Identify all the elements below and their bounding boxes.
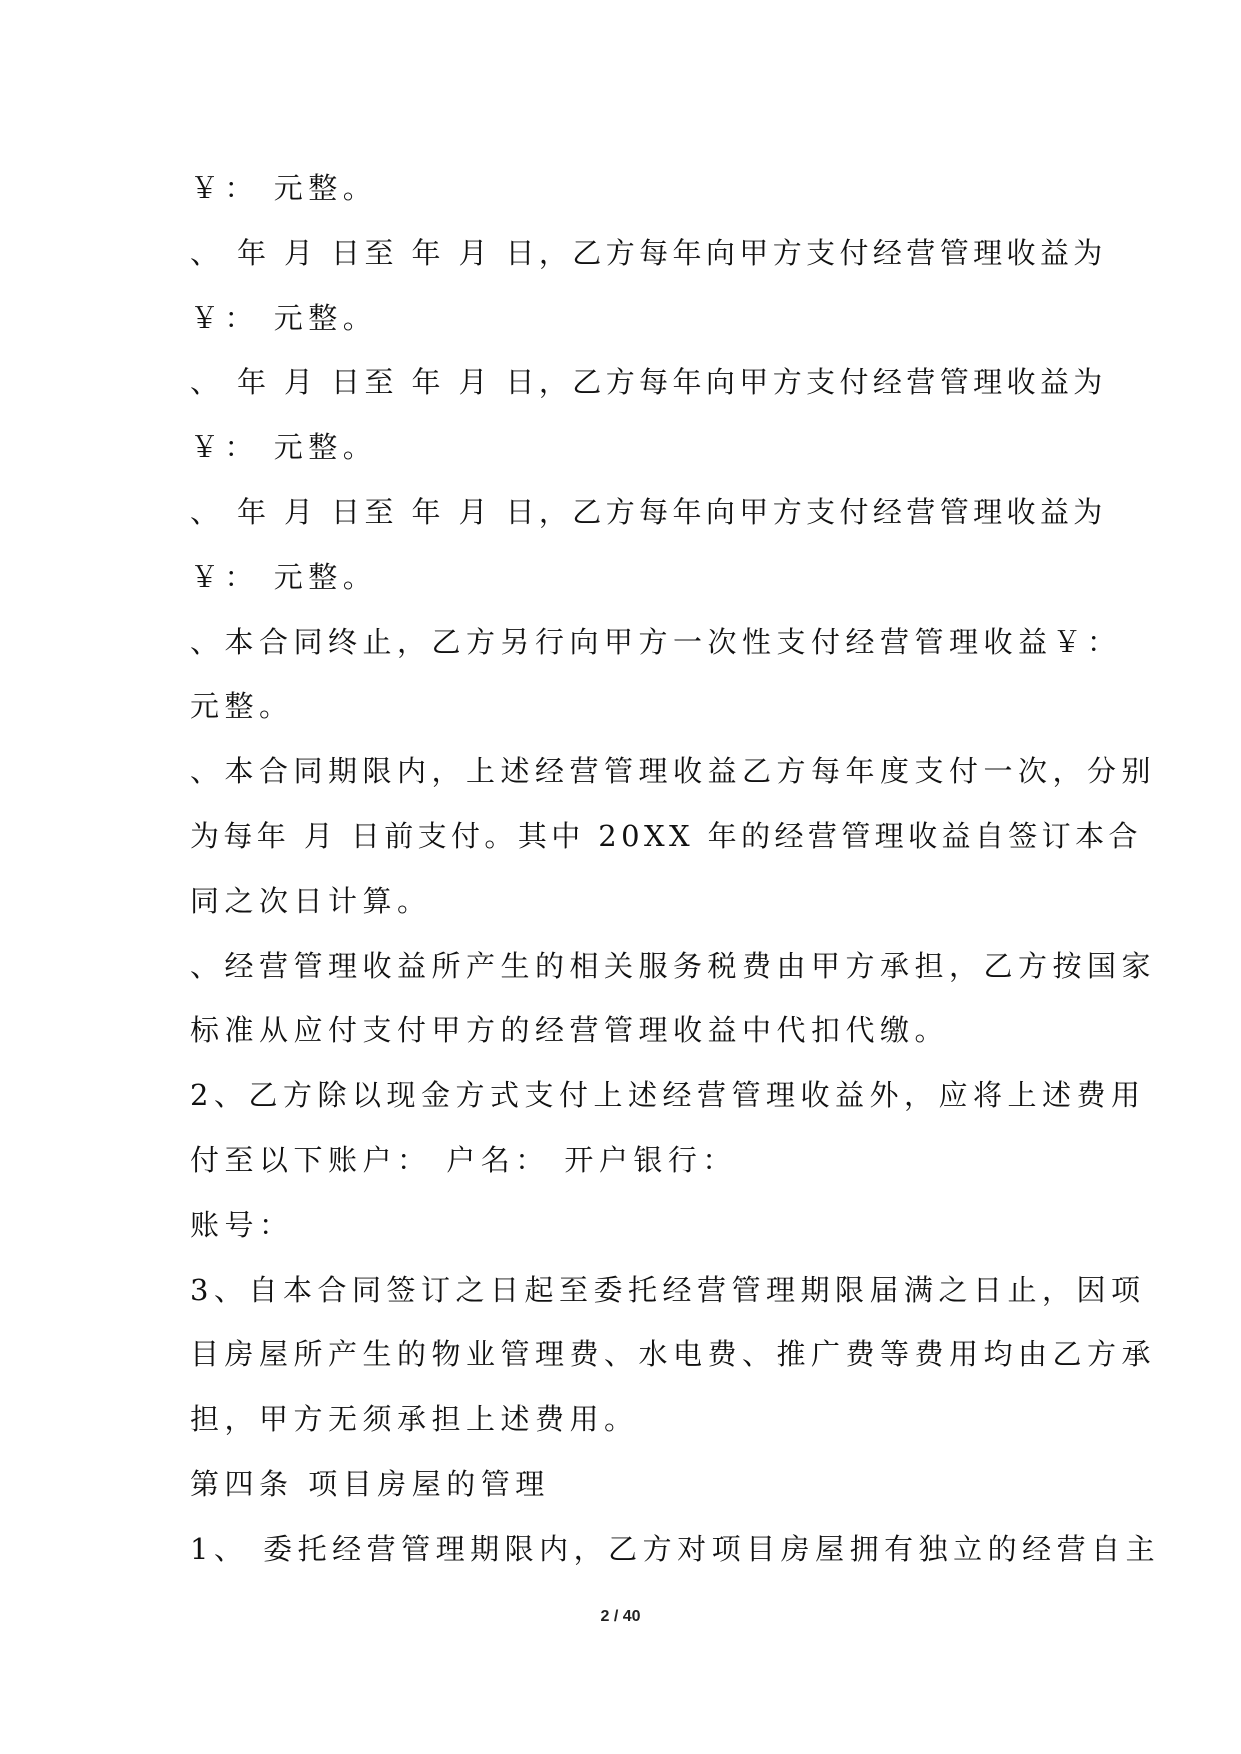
text-line: 、本合同期限内，上述经营管理收益乙方每年度支付一次，分别 [190, 754, 1157, 789]
text-line: 、 年 月 日至 年 月 日，乙方每年向甲方支付经营管理收益为 [190, 365, 1107, 400]
text-line: ￥： 元整。 [190, 430, 378, 465]
text-line: ￥： 元整。 [190, 300, 378, 335]
text-line: 元整。 [190, 689, 294, 724]
text-line: 同之次日计算。 [190, 883, 432, 918]
section-heading: 第四条 项目房屋的管理 [190, 1466, 550, 1501]
text-line: 账号： [190, 1207, 294, 1242]
text-line: 担，甲方无须承担上述费用。 [190, 1402, 639, 1437]
text-line: 、本合同终止，乙方另行向甲方一次性支付经营管理收益￥： [190, 624, 1122, 659]
text-line: ￥： 元整。 [190, 559, 378, 594]
text-line: 为每年 月 日前支付。其中 20XX 年的经营管理收益自签订本合 [190, 818, 1142, 853]
text-line: 、 年 月 日至 年 月 日，乙方每年向甲方支付经营管理收益为 [190, 494, 1107, 529]
text-line: 、 年 月 日至 年 月 日，乙方每年向甲方支付经营管理收益为 [190, 235, 1107, 270]
text-line: 1、 委托经营管理期限内，乙方对项目房屋拥有独立的经营自主 [190, 1531, 1161, 1566]
text-line: 、经营管理收益所产生的相关服务税费由甲方承担，乙方按国家 [190, 948, 1157, 983]
text-line: ￥： 元整。 [190, 171, 378, 205]
text-line: 标准从应付支付甲方的经营管理收益中代扣代缴。 [190, 1013, 950, 1048]
text-line: 3、自本合同签订之日起至委托经营管理期限届满之日止，因项 [190, 1272, 1146, 1307]
text-line: 付至以下账户： 户名： 开户银行： [190, 1142, 737, 1177]
page-number: 2 / 40 [600, 1608, 641, 1625]
text-line: 目房屋所产生的物业管理费、水电费、推广费等费用均由乙方承 [190, 1337, 1157, 1372]
document-body [190, 156, 1161, 1582]
text-line: 2、乙方除以现金方式支付上述经营管理收益外，应将上述费用 [190, 1078, 1146, 1113]
